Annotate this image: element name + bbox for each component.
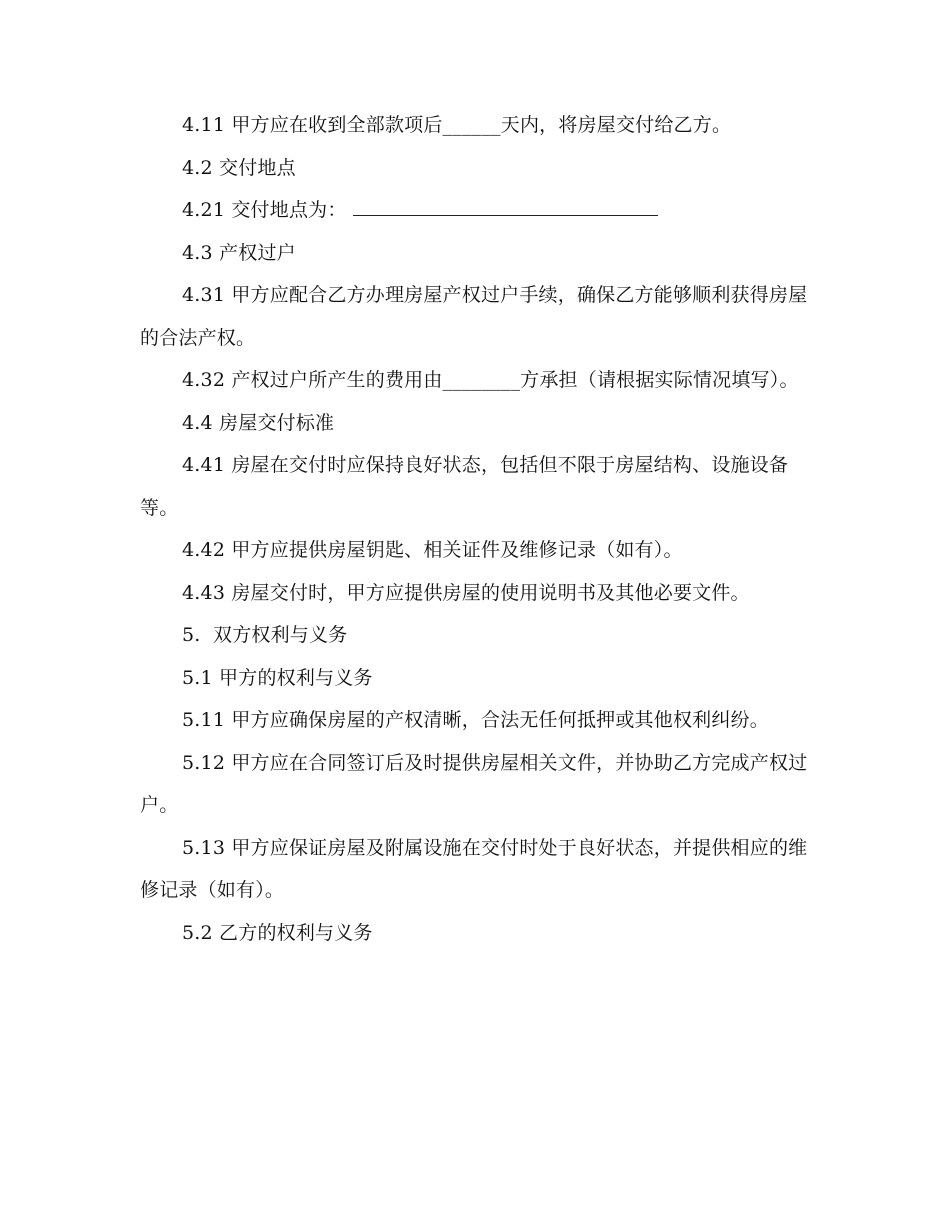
- clause-4-31: 4.31 甲方应配合乙方办理房屋产权过户手续，确保乙方能够顺利获得房屋的合法产权。: [140, 284, 808, 349]
- heading-4-3: 4.3 产权过户: [182, 241, 296, 264]
- heading-4-4: 4.4 房屋交付标准: [182, 411, 335, 434]
- clause-5-11: 5.11 甲方应确保房屋的产权清晰，合法无任何抵押或其他权利纠纷。: [182, 709, 769, 731]
- clause-5-13: 5.13 甲方应保证房屋及附属设施在交付时处于良好状态，并提供相应的维修记录（如有）。: [140, 836, 808, 901]
- heading-5: 5. 双方权利与义务: [182, 624, 348, 646]
- clause-5-12: 5.12 甲方应在合同签订后及时提供房屋相关文件，并协助乙方完成产权过户。: [140, 751, 808, 816]
- delivery-location-blank: [353, 214, 658, 216]
- clause-4-42: 4.42 甲方应提供房屋钥匙、相关证件及维修记录（如有）。: [182, 539, 683, 561]
- heading-5-1: 5.1 甲方的权利与义务: [182, 666, 373, 689]
- document-body: [140, 104, 810, 954]
- clause-4-21-text: 4.21 交付地点为：: [182, 199, 347, 221]
- heading-4-2: 4.2 交付地点: [182, 156, 296, 179]
- clause-4-11: 4.11 甲方应在收到全部款项后______天内，将房屋交付给乙方。: [182, 114, 732, 136]
- heading-5-2: 5.2 乙方的权利与义务: [182, 921, 373, 944]
- clause-4-32: 4.32 产权过户所产生的费用由________方承担（请根据实际情况填写）。: [182, 369, 799, 391]
- clause-4-43: 4.43 房屋交付时，甲方应提供房屋的使用说明书及其他必要文件。: [182, 581, 750, 604]
- clause-4-21: [140, 189, 810, 232]
- clause-4-41: 4.41 房屋在交付时应保持良好状态，包括但不限于房屋结构、设施设备等。: [140, 454, 789, 519]
